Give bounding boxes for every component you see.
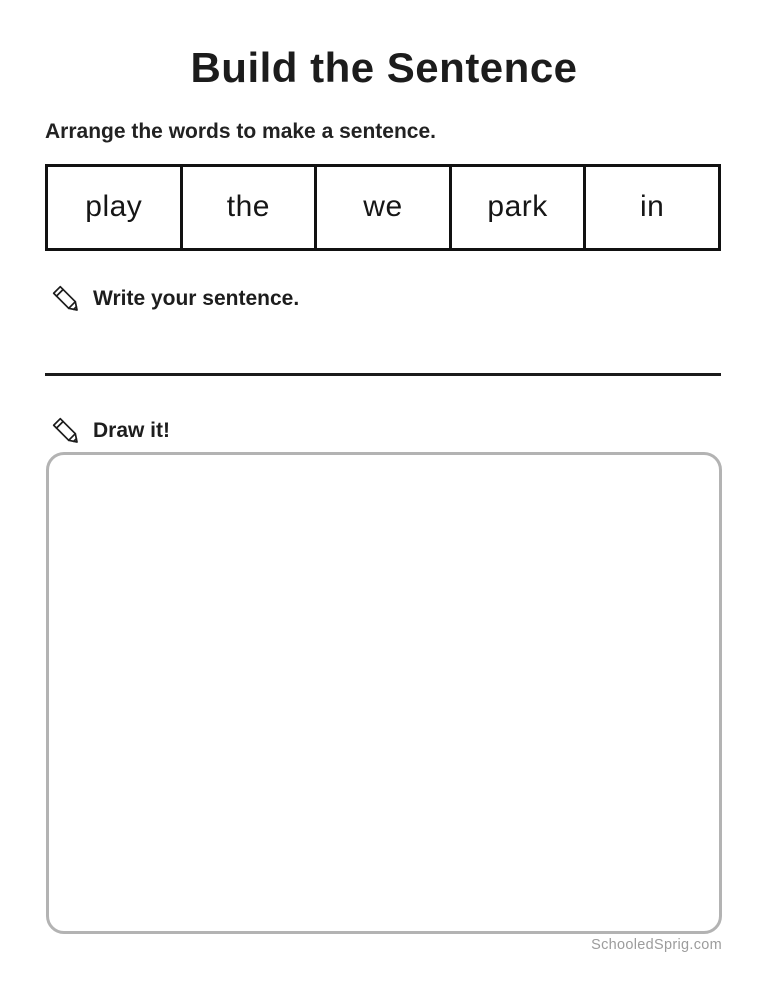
footer-credit: SchooledSprig.com bbox=[591, 936, 722, 953]
word-tile: park bbox=[452, 167, 587, 248]
word-tile: we bbox=[317, 167, 452, 248]
word-tile: the bbox=[183, 167, 318, 248]
page-title: Build the Sentence bbox=[190, 44, 578, 91]
word-tile: in bbox=[639, 190, 665, 224]
drawing-box bbox=[46, 452, 722, 934]
pencil-icon bbox=[50, 415, 84, 449]
instruction-text: Arrange the words to make a sentence. bbox=[45, 119, 436, 143]
draw-section-row bbox=[50, 413, 768, 451]
word-bank-table bbox=[45, 164, 721, 251]
writing-line bbox=[45, 373, 721, 376]
draw-section-label: Draw it! bbox=[93, 418, 171, 442]
word-tile: play bbox=[48, 167, 183, 248]
write-section-label: Write your sentence. bbox=[93, 286, 300, 310]
pencil-icon bbox=[50, 283, 84, 317]
write-section-row bbox=[50, 281, 768, 319]
